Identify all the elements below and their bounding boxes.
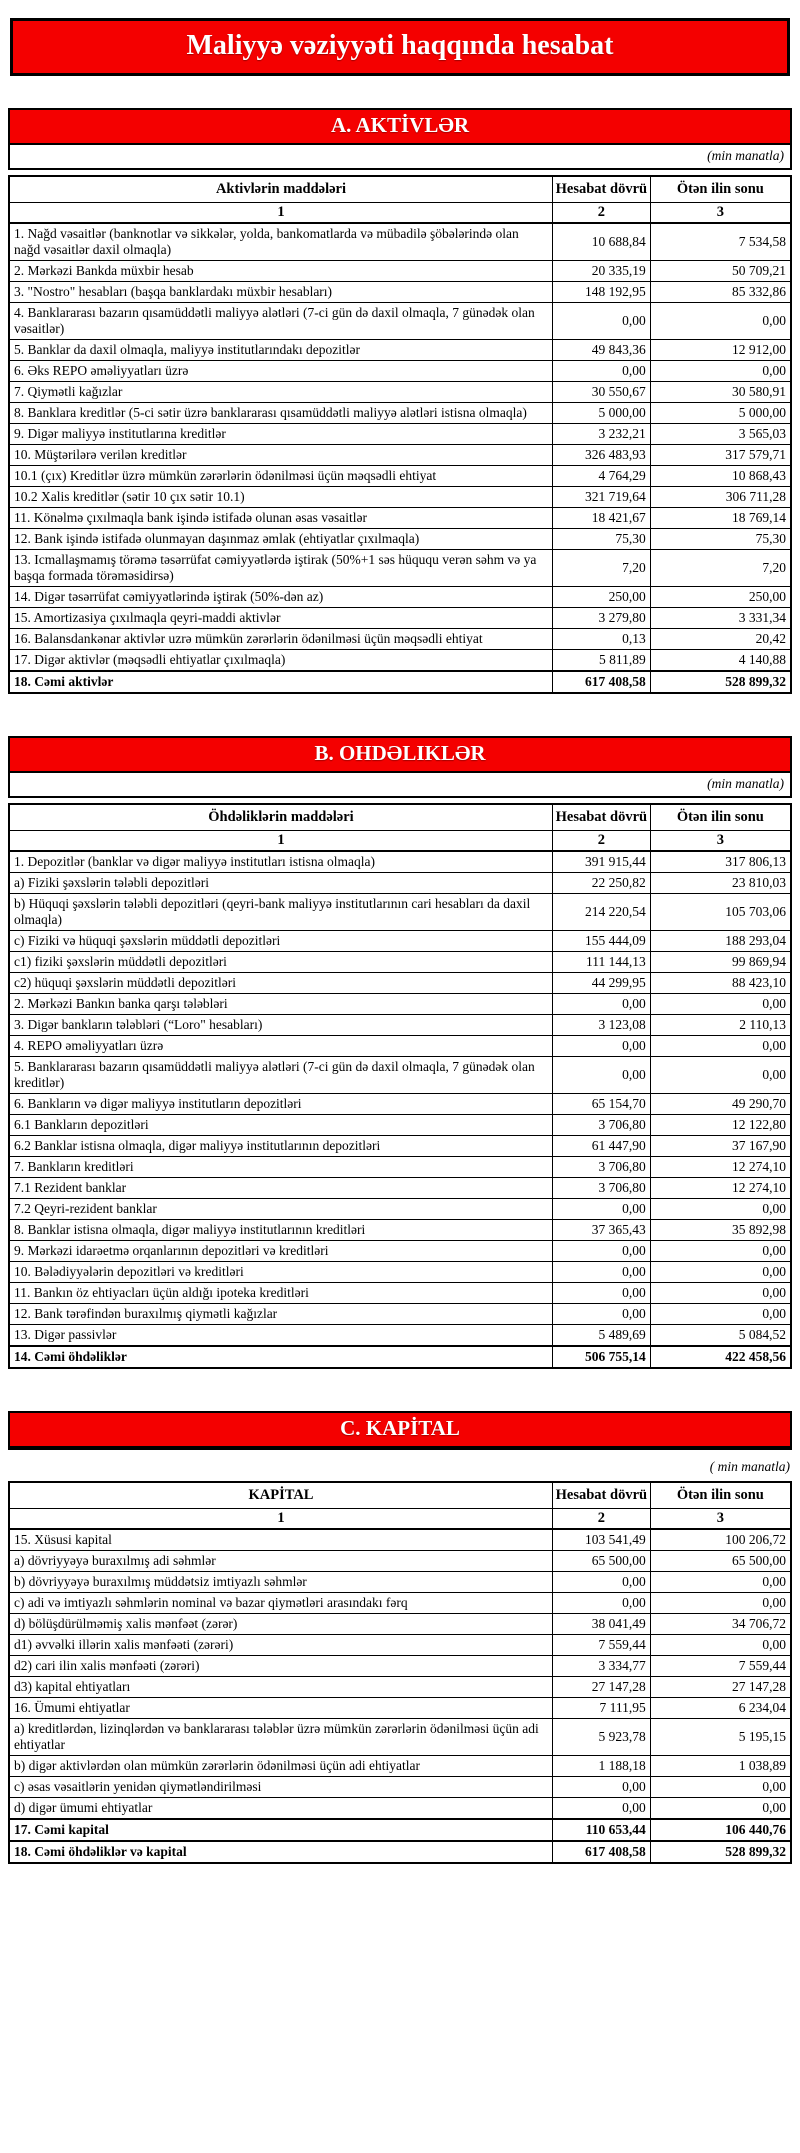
value-prior-year: 99 869,94 xyxy=(650,952,791,973)
value-prior-year: 50 709,21 xyxy=(650,261,791,282)
section-assets xyxy=(8,108,792,694)
value-prior-year: 5 000,00 xyxy=(650,403,791,424)
table-row xyxy=(9,361,791,382)
row-label: a) Fiziki şəxslərin tələbli depozitləri xyxy=(9,873,552,894)
value-report-period: 391 915,44 xyxy=(552,851,650,873)
value-report-period: 0,13 xyxy=(552,629,650,650)
table-row xyxy=(9,1283,791,1304)
section-capital-header-band xyxy=(8,1411,792,1450)
table-row xyxy=(9,1756,791,1777)
table-row xyxy=(9,1698,791,1719)
value-prior-year: 0,00 xyxy=(650,1241,791,1262)
index-cell: 2 xyxy=(552,831,650,852)
table-row xyxy=(9,1572,791,1593)
table-row xyxy=(9,403,791,424)
row-label: 4. Banklararası bazarın qısamüddətli maliyyə alətləri (7-ci gün də daxil olmaqla, 7 günədək olan vəsaitlər) xyxy=(9,303,552,340)
value-prior-year: 2 110,13 xyxy=(650,1015,791,1036)
section-liabilities-heading: B. OHDƏLIKLƏR xyxy=(10,738,790,773)
row-label: 11. Könəlmə çıxılmaqla bank işində istifadə olunan əsas vəsaitlər xyxy=(9,508,552,529)
table-row xyxy=(9,529,791,550)
value-prior-year: 5 084,52 xyxy=(650,1325,791,1347)
row-label: 6. Əks REPO əməliyyatları üzrə xyxy=(9,361,552,382)
value-report-period: 148 192,95 xyxy=(552,282,650,303)
value-prior-year: 34 706,72 xyxy=(650,1614,791,1635)
table-row xyxy=(9,973,791,994)
value-prior-year: 18 769,14 xyxy=(650,508,791,529)
row-label: 6.2 Banklar istisna olmaqla, digər maliyyə institutlarının depozitləri xyxy=(9,1136,552,1157)
value-report-period: 0,00 xyxy=(552,1036,650,1057)
value-report-period: 0,00 xyxy=(552,994,650,1015)
row-label: d) bölüşdürülməmiş xalis mənfəət (zərər) xyxy=(9,1614,552,1635)
table-row xyxy=(9,1719,791,1756)
index-cell: 2 xyxy=(552,1509,650,1530)
value-prior-year: 35 892,98 xyxy=(650,1220,791,1241)
row-label: a) dövriyyəyə buraxılmış adi səhmlər xyxy=(9,1551,552,1572)
report-title: Maliyyə vəziyyəti haqqında hesabat xyxy=(10,18,790,76)
value-prior-year: 188 293,04 xyxy=(650,931,791,952)
liabilities-table xyxy=(8,803,792,1369)
value-report-period: 1 188,18 xyxy=(552,1756,650,1777)
table-row xyxy=(9,1157,791,1178)
value-prior-year: 0,00 xyxy=(650,1572,791,1593)
table-row xyxy=(9,1798,791,1820)
table-row xyxy=(9,1635,791,1656)
row-label: 10.1 (çıx) Kreditlər üzrə mümkün zərərlərin ödənilməsi üçün məqsədli ehtiyat xyxy=(9,466,552,487)
value-prior-year: 7 534,58 xyxy=(650,223,791,261)
row-label: 2. Mərkəzi Bankda müxbir hesab xyxy=(9,261,552,282)
table-row xyxy=(9,1325,791,1347)
value-report-period: 0,00 xyxy=(552,1241,650,1262)
value-report-period: 111 144,13 xyxy=(552,952,650,973)
section-capital xyxy=(8,1411,792,1864)
table-row xyxy=(9,487,791,508)
row-label: 18. Cəmi aktivlər xyxy=(9,671,552,693)
value-prior-year: 30 580,91 xyxy=(650,382,791,403)
table-row xyxy=(9,952,791,973)
value-prior-year: 12 122,80 xyxy=(650,1115,791,1136)
col-header-items: Öhdəliklərin maddələri xyxy=(9,804,552,831)
row-label: b) Hüquqi şəxslərin tələbli depozitləri (qeyri-bank maliyyə institutlarının cari hesabları da daxil olmaqla) xyxy=(9,894,552,931)
table-row xyxy=(9,1593,791,1614)
col-header-prior-year: Ötən ilin sonu xyxy=(650,176,791,203)
row-label: 1. Nağd vəsaitlər (banknotlar və sikkələr, yolda, bankomatlarda və mübadilə şöbələrində olan nağd vəsaitlər daxil olmaqla) xyxy=(9,223,552,261)
value-report-period: 506 755,14 xyxy=(552,1346,650,1368)
table-row xyxy=(9,994,791,1015)
value-report-period: 0,00 xyxy=(552,1057,650,1094)
value-report-period: 3 706,80 xyxy=(552,1157,650,1178)
value-prior-year: 7 559,44 xyxy=(650,1656,791,1677)
value-prior-year: 75,30 xyxy=(650,529,791,550)
value-report-period: 7 111,95 xyxy=(552,1698,650,1719)
value-report-period: 61 447,90 xyxy=(552,1136,650,1157)
section-assets-heading: A. AKTİVLƏR xyxy=(10,110,790,145)
value-prior-year: 0,00 xyxy=(650,303,791,340)
value-report-period: 0,00 xyxy=(552,1798,650,1820)
row-label: 17. Digər aktivlər (məqsədli ehtiyatlar çıxılmaqla) xyxy=(9,650,552,672)
value-prior-year: 250,00 xyxy=(650,587,791,608)
value-report-period: 155 444,09 xyxy=(552,931,650,952)
row-label: 1. Depozitlər (banklar və digər maliyyə institutları istisna olmaqla) xyxy=(9,851,552,873)
index-row xyxy=(9,1509,791,1530)
row-label: 5. Banklararası bazarın qısamüddətli maliyyə alətləri (7-ci gün də daxil olmaqla, 7 günədək olan kreditlər) xyxy=(9,1057,552,1094)
value-prior-year: 12 274,10 xyxy=(650,1157,791,1178)
value-report-period: 617 408,58 xyxy=(552,1841,650,1863)
value-report-period: 7 559,44 xyxy=(552,1635,650,1656)
table-row xyxy=(9,873,791,894)
value-prior-year: 3 331,34 xyxy=(650,608,791,629)
value-prior-year: 0,00 xyxy=(650,1057,791,1094)
row-label: 14. Digər təsərrüfat cəmiyyətlərində iştirak (50%-dən az) xyxy=(9,587,552,608)
value-prior-year: 85 332,86 xyxy=(650,282,791,303)
index-row xyxy=(9,203,791,224)
value-prior-year: 0,00 xyxy=(650,994,791,1015)
value-report-period: 0,00 xyxy=(552,1262,650,1283)
table-row xyxy=(9,1199,791,1220)
value-prior-year: 4 140,88 xyxy=(650,650,791,672)
table-row xyxy=(9,931,791,952)
row-label: 6.1 Bankların depozitləri xyxy=(9,1115,552,1136)
value-prior-year: 317 806,13 xyxy=(650,851,791,873)
row-label: 5. Banklar da daxil olmaqla, maliyyə institutlarındakı depozitlər xyxy=(9,340,552,361)
value-prior-year: 0,00 xyxy=(650,1199,791,1220)
section-liabilities xyxy=(8,736,792,1369)
table-row xyxy=(9,445,791,466)
col-header-prior-year: Ötən ilin sonu xyxy=(650,1482,791,1509)
row-label: c) əsas vəsaitlərin yenidən qiymətləndirilməsi xyxy=(9,1777,552,1798)
value-prior-year: 49 290,70 xyxy=(650,1094,791,1115)
value-prior-year: 12 912,00 xyxy=(650,340,791,361)
table-row xyxy=(9,261,791,282)
value-report-period: 3 123,08 xyxy=(552,1015,650,1036)
value-prior-year: 100 206,72 xyxy=(650,1529,791,1551)
row-label: 16. Balansdankənar aktivlər uzrə mümkün zərərlərin ödənilməsi üçün məqsədli ehtiyat xyxy=(9,629,552,650)
value-report-period: 326 483,93 xyxy=(552,445,650,466)
value-prior-year: 1 038,89 xyxy=(650,1756,791,1777)
value-report-period: 75,30 xyxy=(552,529,650,550)
table-row xyxy=(9,629,791,650)
value-prior-year: 0,00 xyxy=(650,1283,791,1304)
table-row xyxy=(9,466,791,487)
table-row xyxy=(9,1178,791,1199)
index-cell: 1 xyxy=(9,203,552,224)
value-prior-year: 0,00 xyxy=(650,1798,791,1820)
col-header-report-period: Hesabat dövrü xyxy=(552,176,650,203)
row-label: 9. Mərkəzi idarəetmə orqanlarının depozitləri və kreditləri xyxy=(9,1241,552,1262)
index-cell: 1 xyxy=(9,831,552,852)
table-row xyxy=(9,1304,791,1325)
col-header-report-period: Hesabat dövrü xyxy=(552,804,650,831)
value-report-period: 5 811,89 xyxy=(552,650,650,672)
value-report-period: 321 719,64 xyxy=(552,487,650,508)
table-row xyxy=(9,1057,791,1094)
assets-table xyxy=(8,175,792,694)
row-label: 18. Cəmi öhdəliklər və kapital xyxy=(9,1841,552,1863)
index-cell: 3 xyxy=(650,1509,791,1530)
row-label: 9. Digər maliyyə institutlarına kreditlər xyxy=(9,424,552,445)
value-prior-year: 422 458,56 xyxy=(650,1346,791,1368)
value-prior-year: 65 500,00 xyxy=(650,1551,791,1572)
value-report-period: 22 250,82 xyxy=(552,873,650,894)
row-label: b) digər aktivlərdən olan mümkün zərərlərin ödənilməsi üçün adi ehtiyatlar xyxy=(9,1756,552,1777)
value-prior-year: 0,00 xyxy=(650,1304,791,1325)
col-header-items: KAPİTAL xyxy=(9,1482,552,1509)
index-cell: 2 xyxy=(552,203,650,224)
value-report-period: 5 000,00 xyxy=(552,403,650,424)
row-label: c) adi və imtiyazlı səhmlərin nominal və bazar qiymətləri arasındakı fərq xyxy=(9,1593,552,1614)
value-report-period: 18 421,67 xyxy=(552,508,650,529)
value-prior-year: 0,00 xyxy=(650,361,791,382)
value-report-period: 65 500,00 xyxy=(552,1551,650,1572)
value-report-period: 3 279,80 xyxy=(552,608,650,629)
capital-table xyxy=(8,1481,792,1864)
row-label: 4. REPO əməliyyatları üzrə xyxy=(9,1036,552,1057)
row-label: 12. Bank tərəfindən buraxılmış qiymətli kağızlar xyxy=(9,1304,552,1325)
table-row xyxy=(9,508,791,529)
total-row xyxy=(9,1841,791,1863)
value-prior-year: 10 868,43 xyxy=(650,466,791,487)
value-report-period: 44 299,95 xyxy=(552,973,650,994)
value-report-period: 5 489,69 xyxy=(552,1325,650,1347)
row-label: 7. Bankların kreditləri xyxy=(9,1157,552,1178)
row-label: 2. Mərkəzi Bankın banka qarşı tələbləri xyxy=(9,994,552,1015)
table-row xyxy=(9,303,791,340)
value-report-period: 617 408,58 xyxy=(552,671,650,693)
table-row xyxy=(9,340,791,361)
table-row xyxy=(9,1262,791,1283)
table-row xyxy=(9,282,791,303)
section-liabilities-header-band xyxy=(8,736,792,798)
value-report-period: 3 232,21 xyxy=(552,424,650,445)
value-prior-year: 23 810,03 xyxy=(650,873,791,894)
value-report-period: 0,00 xyxy=(552,1199,650,1220)
row-label: 6. Bankların və digər maliyyə institutların depozitləri xyxy=(9,1094,552,1115)
value-prior-year: 5 195,15 xyxy=(650,1719,791,1756)
row-label: 7.1 Rezident banklar xyxy=(9,1178,552,1199)
total-row xyxy=(9,1346,791,1368)
value-prior-year: 20,42 xyxy=(650,629,791,650)
value-report-period: 110 653,44 xyxy=(552,1819,650,1841)
value-report-period: 3 334,77 xyxy=(552,1656,650,1677)
value-report-period: 10 688,84 xyxy=(552,223,650,261)
value-report-period: 250,00 xyxy=(552,587,650,608)
row-label: 7. Qiymətli kağızlar xyxy=(9,382,552,403)
index-cell: 3 xyxy=(650,831,791,852)
table-row xyxy=(9,608,791,629)
value-prior-year: 528 899,32 xyxy=(650,671,791,693)
value-prior-year: 0,00 xyxy=(650,1635,791,1656)
value-report-period: 4 764,29 xyxy=(552,466,650,487)
row-label: c) Fiziki və hüquqi şəxslərin müddətli depozitləri xyxy=(9,931,552,952)
table-row xyxy=(9,1220,791,1241)
row-label: a) kreditlərdən, lizinqlərdən və banklararası tələblər üzrə mümkün zərərlərin ödənilməsi üçün adi ehtiyatlar xyxy=(9,1719,552,1756)
row-label: 13. Icmallaşmamış törəmə təsərrüfat cəmiyyətlərdə iştirak (50%+1 səs hüququ verən səhm və ya başqa formada törəməsidirsə) xyxy=(9,550,552,587)
value-report-period: 7,20 xyxy=(552,550,650,587)
total-row xyxy=(9,671,791,693)
row-label: 3. "Nostro" hesabları (başqa banklardakı müxbir hesabları) xyxy=(9,282,552,303)
section-assets-header-band xyxy=(8,108,792,170)
value-report-period: 38 041,49 xyxy=(552,1614,650,1635)
row-label: 10. Bələdiyyələrin depozitləri və kreditləri xyxy=(9,1262,552,1283)
row-label: c1) fiziki şəxslərin müddətli depozitləri xyxy=(9,952,552,973)
value-prior-year: 105 703,06 xyxy=(650,894,791,931)
value-prior-year: 306 711,28 xyxy=(650,487,791,508)
table-row xyxy=(9,1551,791,1572)
value-prior-year: 88 423,10 xyxy=(650,973,791,994)
table-row xyxy=(9,894,791,931)
table-row xyxy=(9,1136,791,1157)
unit-note: ( min manatla) xyxy=(8,1455,792,1481)
section-capital-heading: C. KAPİTAL xyxy=(10,1413,790,1448)
index-row xyxy=(9,831,791,852)
value-report-period: 20 335,19 xyxy=(552,261,650,282)
value-report-period: 3 706,80 xyxy=(552,1115,650,1136)
value-report-period: 49 843,36 xyxy=(552,340,650,361)
row-label: 13. Digər passivlər xyxy=(9,1325,552,1347)
index-cell: 3 xyxy=(650,203,791,224)
value-prior-year: 6 234,04 xyxy=(650,1698,791,1719)
row-label: 16. Ümumi ehtiyatlar xyxy=(9,1698,552,1719)
row-label: 12. Bank işində istifadə olunmayan daşınmaz əmlak (ehtiyatlar çıxılmaqla) xyxy=(9,529,552,550)
table-row xyxy=(9,424,791,445)
row-label: 10. Müştərilərə verilən kreditlər xyxy=(9,445,552,466)
value-prior-year: 37 167,90 xyxy=(650,1136,791,1157)
value-report-period: 0,00 xyxy=(552,1304,650,1325)
value-report-period: 0,00 xyxy=(552,1593,650,1614)
value-prior-year: 3 565,03 xyxy=(650,424,791,445)
table-row xyxy=(9,1656,791,1677)
table-row xyxy=(9,650,791,672)
value-report-period: 30 550,67 xyxy=(552,382,650,403)
table-row xyxy=(9,382,791,403)
value-report-period: 37 365,43 xyxy=(552,1220,650,1241)
value-report-period: 3 706,80 xyxy=(552,1178,650,1199)
row-label: 15. Amortizasiya çıxılmaqla qeyri-maddi aktivlər xyxy=(9,608,552,629)
value-prior-year: 12 274,10 xyxy=(650,1178,791,1199)
row-label: d) digər ümumi ehtiyatlar xyxy=(9,1798,552,1820)
value-prior-year: 27 147,28 xyxy=(650,1677,791,1698)
table-row xyxy=(9,223,791,261)
value-report-period: 27 147,28 xyxy=(552,1677,650,1698)
row-label: 14. Cəmi öhdəliklər xyxy=(9,1346,552,1368)
row-label: c2) hüquqi şəxslərin müddətli depozitləri xyxy=(9,973,552,994)
row-label: 15. Xüsusi kapital xyxy=(9,1529,552,1551)
table-row xyxy=(9,1777,791,1798)
value-report-period: 103 541,49 xyxy=(552,1529,650,1551)
value-report-period: 0,00 xyxy=(552,303,650,340)
total-row xyxy=(9,1819,791,1841)
table-row xyxy=(9,1614,791,1635)
table-row xyxy=(9,1241,791,1262)
table-row xyxy=(9,1094,791,1115)
row-label: 8. Banklara kreditlər (5-ci sətir üzrə banklararası qısamüddətli maliyyə alətləri istisna olmaqla) xyxy=(9,403,552,424)
value-prior-year: 528 899,32 xyxy=(650,1841,791,1863)
value-report-period: 214 220,54 xyxy=(552,894,650,931)
value-prior-year: 0,00 xyxy=(650,1777,791,1798)
table-row xyxy=(9,1115,791,1136)
table-row xyxy=(9,587,791,608)
value-prior-year: 106 440,76 xyxy=(650,1819,791,1841)
value-report-period: 0,00 xyxy=(552,1572,650,1593)
row-label: 17. Cəmi kapital xyxy=(9,1819,552,1841)
value-report-period: 0,00 xyxy=(552,1777,650,1798)
row-label: 10.2 Xalis kreditlər (sətir 10 çıx sətir 10.1) xyxy=(9,487,552,508)
row-label: 8. Banklar istisna olmaqla, digər maliyyə institutlarının kreditləri xyxy=(9,1220,552,1241)
col-header-prior-year: Ötən ilin sonu xyxy=(650,804,791,831)
value-report-period: 65 154,70 xyxy=(552,1094,650,1115)
table-row xyxy=(9,1015,791,1036)
value-prior-year: 317 579,71 xyxy=(650,445,791,466)
table-row xyxy=(9,1677,791,1698)
value-prior-year: 7,20 xyxy=(650,550,791,587)
row-label: 3. Digər bankların tələbləri (“Loro" hesabları) xyxy=(9,1015,552,1036)
table-row xyxy=(9,1036,791,1057)
value-report-period: 5 923,78 xyxy=(552,1719,650,1756)
row-label: d1) əvvəlki illərin xalis mənfəəti (zərəri) xyxy=(9,1635,552,1656)
index-cell: 1 xyxy=(9,1509,552,1530)
col-header-report-period: Hesabat dövrü xyxy=(552,1482,650,1509)
table-row xyxy=(9,851,791,873)
table-row xyxy=(9,1529,791,1551)
value-prior-year: 0,00 xyxy=(650,1593,791,1614)
value-prior-year: 0,00 xyxy=(650,1262,791,1283)
row-label: d2) cari ilin xalis mənfəəti (zərəri) xyxy=(9,1656,552,1677)
row-label: 11. Bankın öz ehtiyacları üçün aldığı ipoteka kreditləri xyxy=(9,1283,552,1304)
row-label: 7.2 Qeyri-rezident banklar xyxy=(9,1199,552,1220)
table-row xyxy=(9,550,791,587)
row-label: b) dövriyyəyə buraxılmış müddətsiz imtiyazlı səhmlər xyxy=(9,1572,552,1593)
col-header-items: Aktivlərin maddələri xyxy=(9,176,552,203)
value-report-period: 0,00 xyxy=(552,1283,650,1304)
value-prior-year: 0,00 xyxy=(650,1036,791,1057)
unit-note: (min manatla) xyxy=(10,145,790,168)
unit-note: (min manatla) xyxy=(10,773,790,796)
row-label: d3) kapital ehtiyatları xyxy=(9,1677,552,1698)
value-report-period: 0,00 xyxy=(552,361,650,382)
